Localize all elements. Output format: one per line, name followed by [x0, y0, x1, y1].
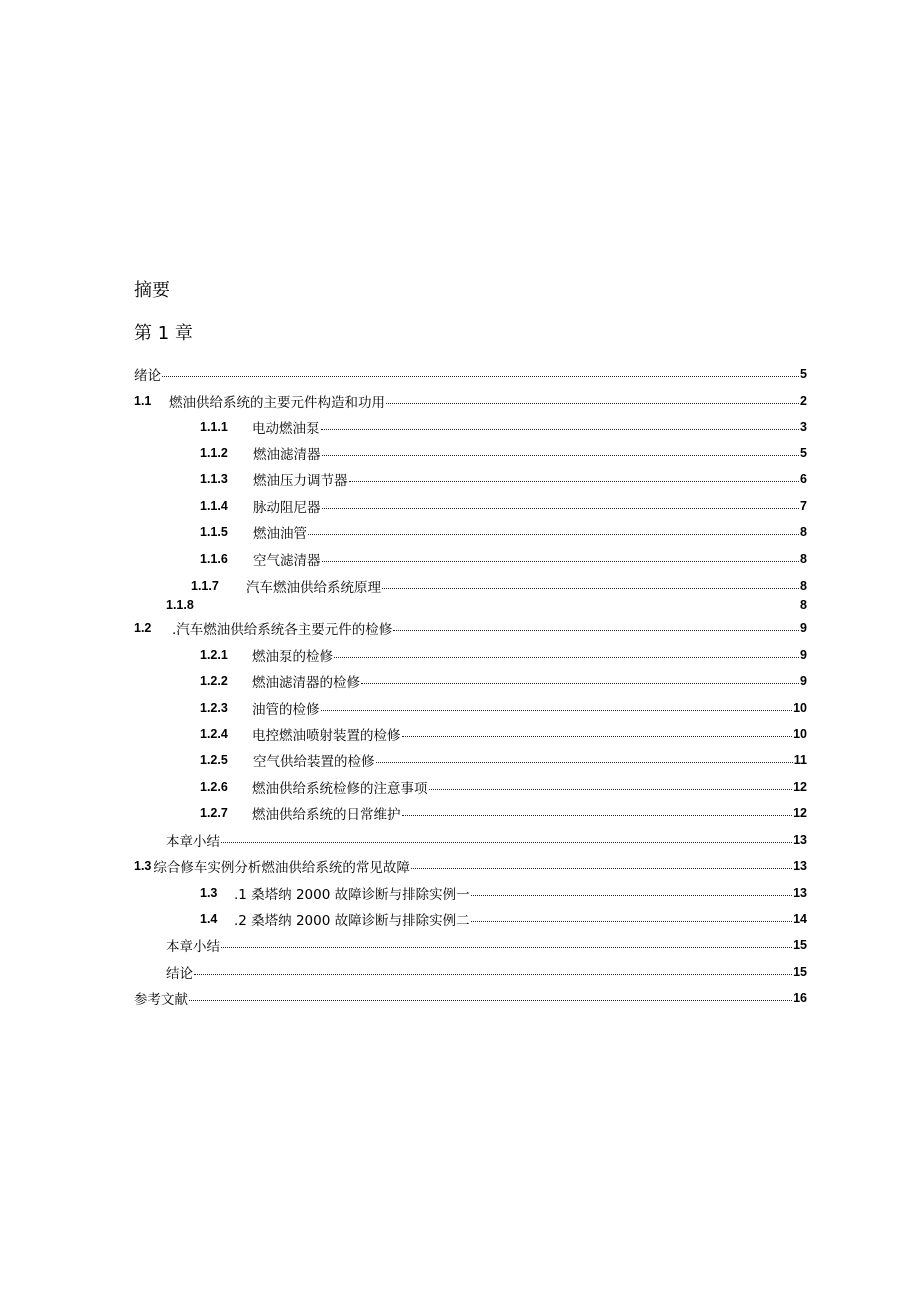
- toc-entry[interactable]: [200, 645, 807, 665]
- toc-entry-title: 燃油供给系统检修的注意事项: [252, 781, 428, 797]
- toc-entry[interactable]: [134, 988, 807, 1008]
- toc-entry-number: 1.2.4: [200, 727, 228, 741]
- dot-leader: [349, 481, 800, 482]
- toc-entry-page-number: 9: [800, 674, 807, 688]
- toc-entry[interactable]: [200, 417, 807, 437]
- toc-entry-number: 1.1.1: [200, 420, 228, 434]
- toc-entry-page-number: 10: [793, 701, 807, 715]
- dot-leader: [221, 947, 792, 948]
- toc-entry-title: 油管的检修: [252, 702, 320, 718]
- dot-leader: [471, 921, 792, 922]
- toc-entry-title: .1 桑塔纳 2000 故障诊断与排除实例一: [234, 887, 470, 903]
- toc-entry-title: 综合修车实例分析燃油供给系统的常见故障: [153, 860, 410, 876]
- toc-entry-number: 1.1.4: [200, 499, 228, 513]
- toc-entry-number: 1.2.5: [200, 753, 228, 767]
- toc-entry[interactable]: [134, 618, 807, 638]
- chapter-heading: 第 1 章: [134, 323, 193, 344]
- toc-entry-title: 燃油滤清器的检修: [252, 675, 360, 691]
- toc-entry-page-number: 5: [800, 446, 807, 460]
- toc-entry[interactable]: [200, 496, 807, 516]
- toc-entry-page-number: 3: [800, 420, 807, 434]
- toc-entry-title: 绪论: [134, 368, 161, 384]
- toc-entry-title: 燃油供给系统的主要元件构造和功用: [169, 395, 385, 411]
- toc-entry-number: 1.2.7: [200, 806, 228, 820]
- toc-entry[interactable]: [134, 391, 807, 411]
- toc-entry-page-number: 12: [793, 780, 807, 794]
- dot-leader: [471, 895, 792, 896]
- toc-entry[interactable]: [200, 469, 807, 489]
- dot-leader: [411, 868, 792, 869]
- dot-leader: [393, 630, 799, 631]
- toc-entry-page-number: 8: [800, 598, 807, 612]
- toc-entry-page-number: 8: [800, 579, 807, 593]
- dot-leader: [189, 1000, 792, 1001]
- toc-entry-title: 结论: [166, 966, 193, 982]
- toc-entry-number: 1.2.6: [200, 780, 228, 794]
- dot-leader: [386, 403, 799, 404]
- toc-entry-page-number: 8: [800, 552, 807, 566]
- dot-leader: [376, 762, 793, 763]
- toc-entry[interactable]: [166, 935, 807, 955]
- dot-leader: [334, 657, 799, 658]
- toc-entry[interactable]: [191, 576, 807, 596]
- toc-entry-title: 电动燃油泵: [252, 421, 320, 437]
- toc-entry[interactable]: [200, 724, 807, 744]
- toc-entry-title: 燃油滤清器: [253, 447, 321, 463]
- toc-entry-page-number: 12: [793, 806, 807, 820]
- toc-entry[interactable]: [200, 750, 807, 770]
- toc-entry[interactable]: [200, 698, 807, 718]
- toc-entry[interactable]: [200, 671, 807, 691]
- dot-leader: [322, 455, 800, 456]
- toc-entry[interactable]: [134, 856, 807, 876]
- dot-leader: [361, 683, 799, 684]
- toc-entry-number: 1.1.8: [166, 598, 194, 612]
- dot-leader: [194, 974, 792, 975]
- toc-entry[interactable]: [134, 364, 807, 384]
- toc-entry-page-number: 6: [800, 472, 807, 486]
- dot-leader: [162, 376, 799, 377]
- dot-leader: [382, 588, 799, 589]
- toc-entry-page-number: 5: [800, 367, 807, 381]
- toc-entry-title: 本章小结: [166, 939, 220, 955]
- abstract-heading: 摘要: [134, 280, 170, 301]
- toc-entry[interactable]: [166, 830, 807, 850]
- toc-entry-page-number: 7: [800, 499, 807, 513]
- toc-entry[interactable]: [200, 777, 807, 797]
- toc-entry-number: 1.3: [200, 886, 218, 900]
- dot-leader: [321, 710, 793, 711]
- dot-leader: [221, 842, 792, 843]
- toc-entry[interactable]: [200, 909, 807, 929]
- toc-entry-title: 脉动阻尼器: [253, 500, 321, 516]
- toc-entry-page-number: 9: [800, 648, 807, 662]
- toc-entry[interactable]: [166, 962, 807, 982]
- toc-entry-title: 参考文献: [134, 992, 188, 1008]
- toc-entry[interactable]: [200, 803, 807, 823]
- toc-entry[interactable]: [200, 549, 807, 569]
- toc-entry-title: 燃油供给系统的日常维护: [252, 807, 401, 823]
- toc-entry-page-number: 9: [800, 621, 807, 635]
- toc-entry-page-number: 2: [800, 394, 807, 408]
- toc-entry-page-number: 13: [793, 859, 807, 873]
- toc-entry[interactable]: [200, 443, 807, 463]
- toc-entry-page-number: 15: [793, 965, 807, 979]
- dot-leader: [321, 429, 800, 430]
- toc-entry-title: .汽车燃油供给系统各主要元件的检修: [172, 622, 393, 638]
- toc-entry-title: 汽车燃油供给系统原理: [246, 580, 381, 596]
- toc-entry-number: 1.1.2: [200, 446, 228, 460]
- toc-entry-title: 燃油压力调节器: [253, 473, 348, 489]
- toc-entry-number: 1.1.5: [200, 525, 228, 539]
- toc-entry-page-number: 13: [793, 833, 807, 847]
- toc-entry-number: 1.4: [200, 912, 218, 926]
- toc-entry-page-number: 8: [800, 525, 807, 539]
- dot-leader: [402, 815, 793, 816]
- toc-entry-page-number: 13: [793, 886, 807, 900]
- toc-entry-title: 电控燃油喷射装置的检修: [252, 728, 401, 744]
- toc-entry-number: 1.2.3: [200, 701, 228, 715]
- toc-entry[interactable]: [200, 883, 807, 903]
- toc-entry-number: 1.2: [134, 621, 152, 635]
- toc-entry-title: 空气供给装置的检修: [253, 754, 375, 770]
- toc-entry-number: 1.1.7: [191, 579, 219, 593]
- toc-entry-title: 燃油泵的检修: [252, 649, 333, 665]
- toc-entry-title: .2 桑塔纳 2000 故障诊断与排除实例二: [234, 913, 470, 929]
- toc-entry[interactable]: [166, 595, 807, 615]
- toc-entry-page-number: 11: [793, 753, 807, 767]
- dot-leader: [429, 789, 793, 790]
- dot-leader: [402, 736, 793, 737]
- toc-entry-number: 1.1.6: [200, 552, 228, 566]
- toc-entry[interactable]: [200, 522, 807, 542]
- toc-entry-page-number: 10: [793, 727, 807, 741]
- toc-entry-page-number: 16: [793, 991, 807, 1005]
- toc-entry-number: 1.3: [134, 859, 152, 873]
- toc-entry-number: 1.1.3: [200, 472, 228, 486]
- toc-entry-title: 燃油油管: [253, 526, 307, 542]
- dot-leader: [308, 534, 799, 535]
- toc-entry-page-number: 14: [793, 912, 807, 926]
- toc-entry-number: 1.1: [134, 394, 152, 408]
- dot-leader: [322, 561, 800, 562]
- toc-entry-title: 空气滤清器: [253, 553, 321, 569]
- toc-entry-title: 本章小结: [166, 834, 220, 850]
- toc-entry-number: 1.2.2: [200, 674, 228, 688]
- dot-leader: [322, 508, 800, 509]
- toc-entry-number: 1.2.1: [200, 648, 228, 662]
- toc-entry-page-number: 15: [793, 938, 807, 952]
